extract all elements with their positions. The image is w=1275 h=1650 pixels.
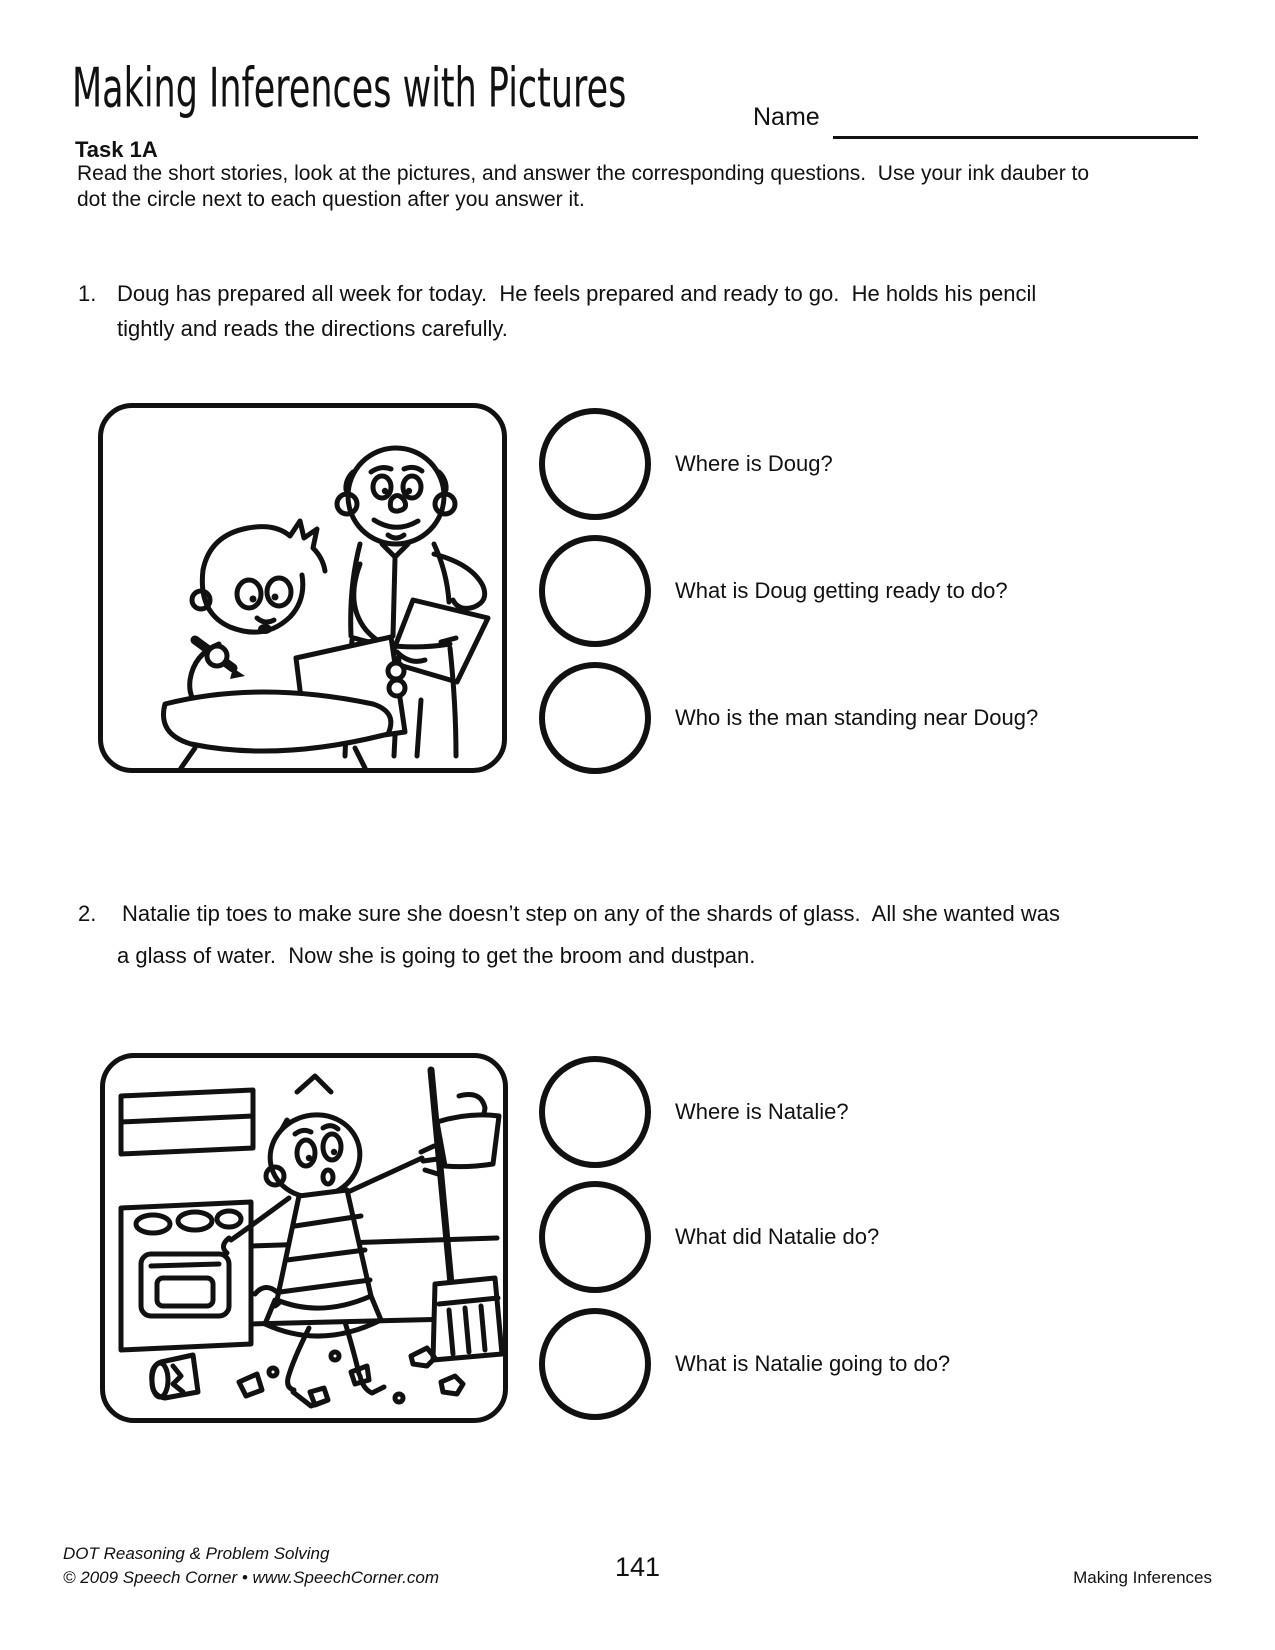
footer-series-title: DOT Reasoning & Problem Solving (63, 1544, 330, 1563)
story-2-picture-frame (100, 1053, 508, 1423)
answer-dot-circle[interactable] (539, 535, 651, 647)
answer-dot-circle[interactable] (539, 1181, 651, 1293)
instructions-line-2: dot the circle next to each question after you answer it. (77, 188, 585, 211)
task-label: Task 1A (75, 137, 158, 162)
story-2-line-2: a glass of water. Now she is going to get the broom and dustpan. (117, 943, 756, 968)
question-text: Where is Doug? (675, 451, 833, 476)
question-row (539, 1308, 950, 1420)
question-row (539, 408, 833, 520)
question-row (539, 1181, 879, 1293)
question-row (539, 1056, 849, 1168)
question-text: What is Natalie going to do? (675, 1351, 951, 1376)
story-1-picture-frame (98, 403, 507, 773)
story-1-line-1: Doug has prepared all week for today. He feels prepared and ready to go. He holds his pencil (117, 281, 1037, 306)
answer-dot-circle[interactable] (539, 408, 651, 520)
story-1-number: 1. (78, 281, 97, 306)
question-row (539, 662, 1038, 774)
answer-dot-circle[interactable] (539, 1056, 651, 1168)
name-label: Name (753, 103, 820, 131)
footer-section-title: Making Inferences (1073, 1568, 1212, 1587)
instructions-line-1: Read the short stories, look at the pictures, and answer the corresponding questions. Use your ink dauber to (77, 162, 1090, 185)
footer-copyright: © 2009 Speech Corner • www.SpeechCorner.com (63, 1568, 439, 1587)
page-title: Making Inferences with Pictures (72, 56, 627, 120)
story-2-number: 2. (78, 901, 97, 926)
question-text: What did Natalie do? (675, 1224, 880, 1249)
story-1-line-2: tightly and reads the directions carefully. (117, 316, 508, 341)
question-row (539, 535, 1008, 647)
story-2-line-1: Natalie tip toes to make sure she doesn’t step on any of the shards of glass. All she wanted was (122, 901, 1060, 926)
question-text: Where is Natalie? (675, 1099, 849, 1124)
question-text: Who is the man standing near Doug? (675, 705, 1039, 730)
question-text: What is Doug getting ready to do? (675, 578, 1008, 603)
page-number: 141 (614, 1552, 661, 1582)
name-write-line[interactable] (833, 106, 1198, 139)
girl-tiptoeing-in-kitchen-with-broken-glass-illustration (105, 1058, 503, 1418)
answer-dot-circle[interactable] (539, 662, 651, 774)
boy-writing-at-desk-with-teacher-illustration (103, 408, 502, 768)
answer-dot-circle[interactable] (539, 1308, 651, 1420)
